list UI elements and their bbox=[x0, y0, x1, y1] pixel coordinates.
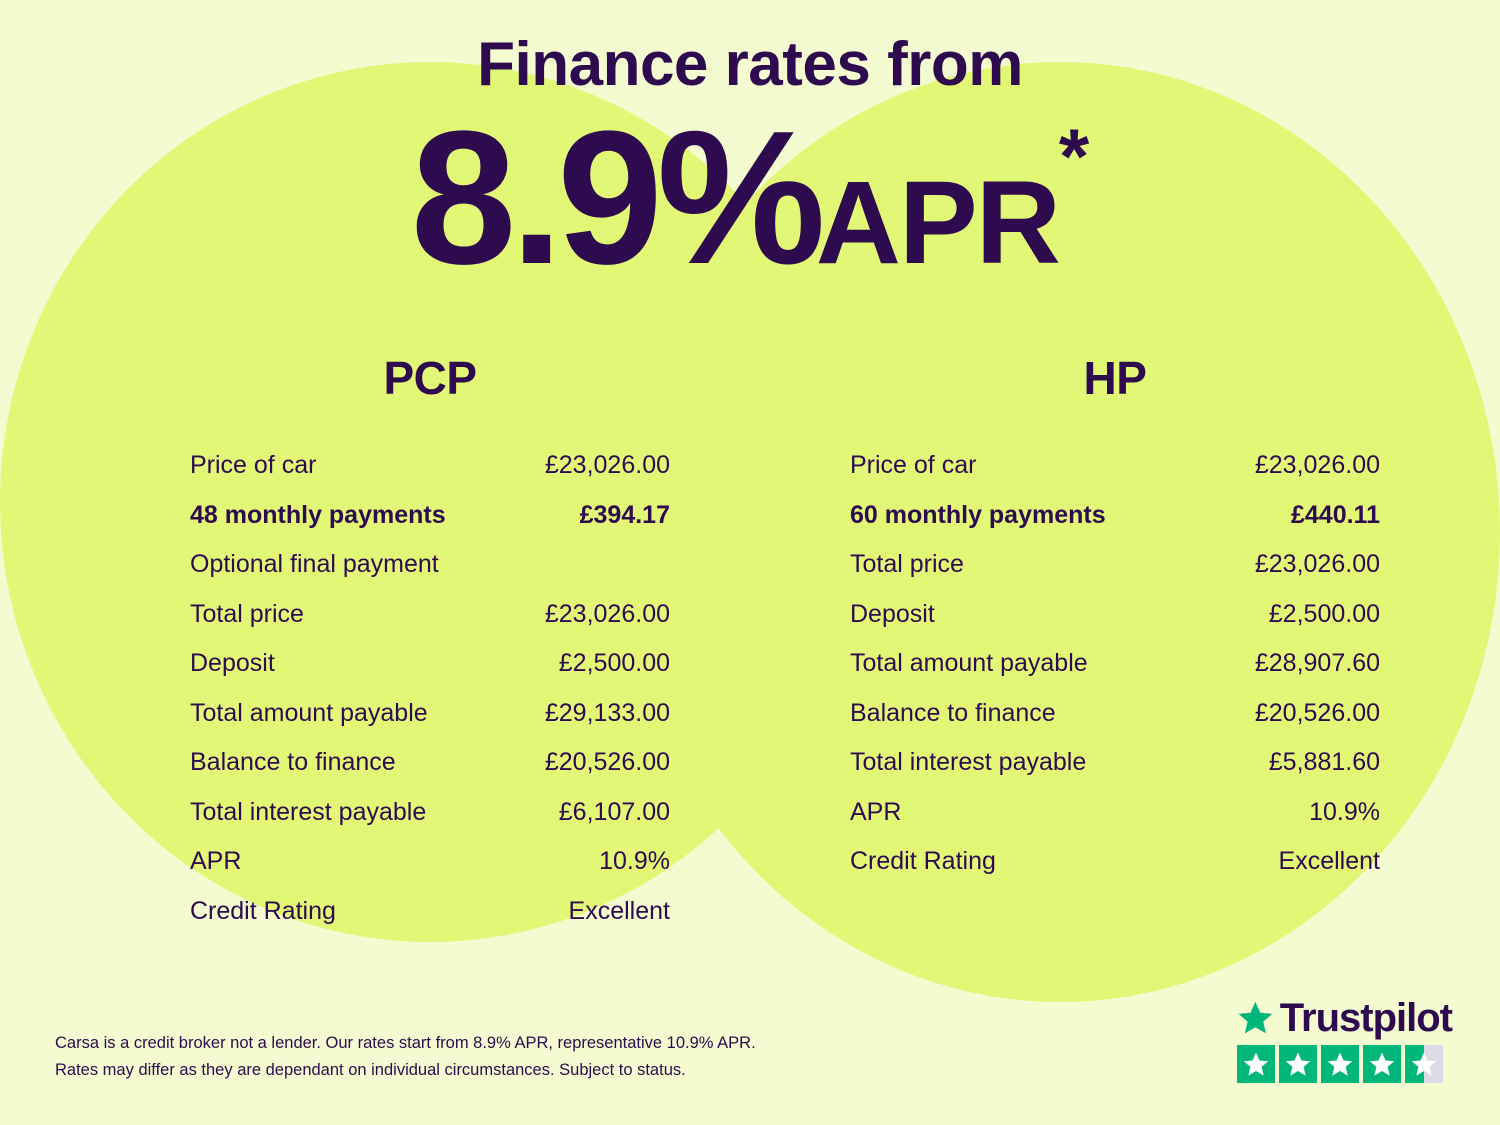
row-label: Price of car bbox=[190, 451, 317, 480]
row-label: Balance to finance bbox=[850, 698, 1056, 727]
row-value: £23,026.00 bbox=[544, 451, 670, 480]
hp-title: HP bbox=[1083, 352, 1147, 405]
row-label: APR bbox=[850, 797, 902, 826]
table-row bbox=[850, 788, 1380, 838]
pcp-title: PCP bbox=[383, 352, 477, 405]
row-label: Credit Rating bbox=[190, 896, 336, 925]
row-value: £23,026.00 bbox=[1254, 550, 1380, 579]
row-value: £2,500.00 bbox=[1268, 599, 1380, 628]
table-row bbox=[190, 441, 670, 491]
row-value: 10.9% bbox=[1309, 797, 1380, 826]
table-row bbox=[190, 639, 670, 689]
row-label: Total interest payable bbox=[850, 748, 1087, 777]
star-icon bbox=[1363, 1045, 1401, 1083]
trustpilot-rating[interactable] bbox=[1237, 998, 1452, 1083]
row-label: Deposit bbox=[190, 649, 275, 678]
trustpilot-logo bbox=[1237, 998, 1452, 1038]
row-value: £2,500.00 bbox=[558, 649, 670, 678]
trustpilot-star-icon bbox=[1237, 998, 1274, 1038]
table-row bbox=[850, 837, 1380, 887]
table-row bbox=[850, 491, 1380, 541]
pcp-column bbox=[60, 351, 750, 936]
row-label: 60 monthly payments bbox=[850, 500, 1106, 529]
row-label: Balance to finance bbox=[190, 748, 396, 777]
table-row bbox=[190, 540, 670, 590]
row-value: £440.11 bbox=[1291, 500, 1380, 529]
row-value: £394.17 bbox=[579, 500, 670, 529]
table-row bbox=[850, 441, 1380, 491]
row-value: 10.9% bbox=[599, 847, 670, 876]
disclaimer-line-2: Rates may differ as they are dependant on individual circumstances. Subject to status. bbox=[55, 1060, 686, 1079]
row-label: Total interest payable bbox=[190, 797, 427, 826]
row-value: Excellent bbox=[568, 896, 670, 925]
table-row bbox=[850, 590, 1380, 640]
row-value: £5,881.60 bbox=[1268, 748, 1380, 777]
rate-percent: 8.9% bbox=[410, 92, 820, 305]
row-value: £6,107.00 bbox=[558, 797, 670, 826]
table-row bbox=[850, 540, 1380, 590]
row-label: 48 monthly payments bbox=[190, 500, 446, 529]
row-label: APR bbox=[190, 847, 242, 876]
star-icon bbox=[1321, 1045, 1359, 1083]
rate-asterisk: * bbox=[1058, 112, 1090, 201]
table-row bbox=[190, 788, 670, 838]
row-label: Credit Rating bbox=[850, 847, 996, 876]
table-row bbox=[190, 837, 670, 887]
row-value: Excellent bbox=[1278, 847, 1380, 876]
table-row bbox=[850, 738, 1380, 788]
row-label: Total amount payable bbox=[190, 698, 428, 727]
table-row bbox=[850, 689, 1380, 739]
finance-comparison bbox=[0, 351, 1500, 936]
row-label: Total price bbox=[190, 599, 304, 628]
row-label: Deposit bbox=[850, 599, 935, 628]
star-half-icon bbox=[1405, 1045, 1443, 1083]
hp-column bbox=[750, 351, 1440, 936]
table-row bbox=[190, 491, 670, 541]
table-row bbox=[190, 689, 670, 739]
row-value: £29,133.00 bbox=[544, 698, 670, 727]
disclaimer-line-1: Carsa is a credit broker not a lender. Our rates start from 8.9% APR, representative 10.9% APR. bbox=[55, 1034, 756, 1053]
table-row bbox=[850, 639, 1380, 689]
rate-apr-label: APR bbox=[815, 157, 1059, 290]
row-label: Optional final payment bbox=[190, 550, 439, 579]
page-title: Finance rates from bbox=[477, 30, 1023, 99]
row-label: Price of car bbox=[850, 451, 977, 480]
disclaimer bbox=[55, 1030, 756, 1083]
table-row bbox=[190, 590, 670, 640]
row-label: Total price bbox=[850, 550, 964, 579]
star-icon bbox=[1279, 1045, 1317, 1083]
row-value: £23,026.00 bbox=[1254, 451, 1380, 480]
star-icon bbox=[1237, 1045, 1275, 1083]
row-label: Total amount payable bbox=[850, 649, 1088, 678]
row-value: £28,907.60 bbox=[1254, 649, 1380, 678]
trustpilot-stars bbox=[1237, 1045, 1452, 1083]
row-value: £23,026.00 bbox=[544, 599, 670, 628]
table-row bbox=[190, 738, 670, 788]
row-value: £20,526.00 bbox=[1254, 698, 1380, 727]
row-value: £20,526.00 bbox=[544, 748, 670, 777]
headline-rate bbox=[0, 92, 1500, 305]
trustpilot-wordmark: Trustpilot bbox=[1279, 996, 1452, 1040]
table-row bbox=[190, 887, 670, 937]
